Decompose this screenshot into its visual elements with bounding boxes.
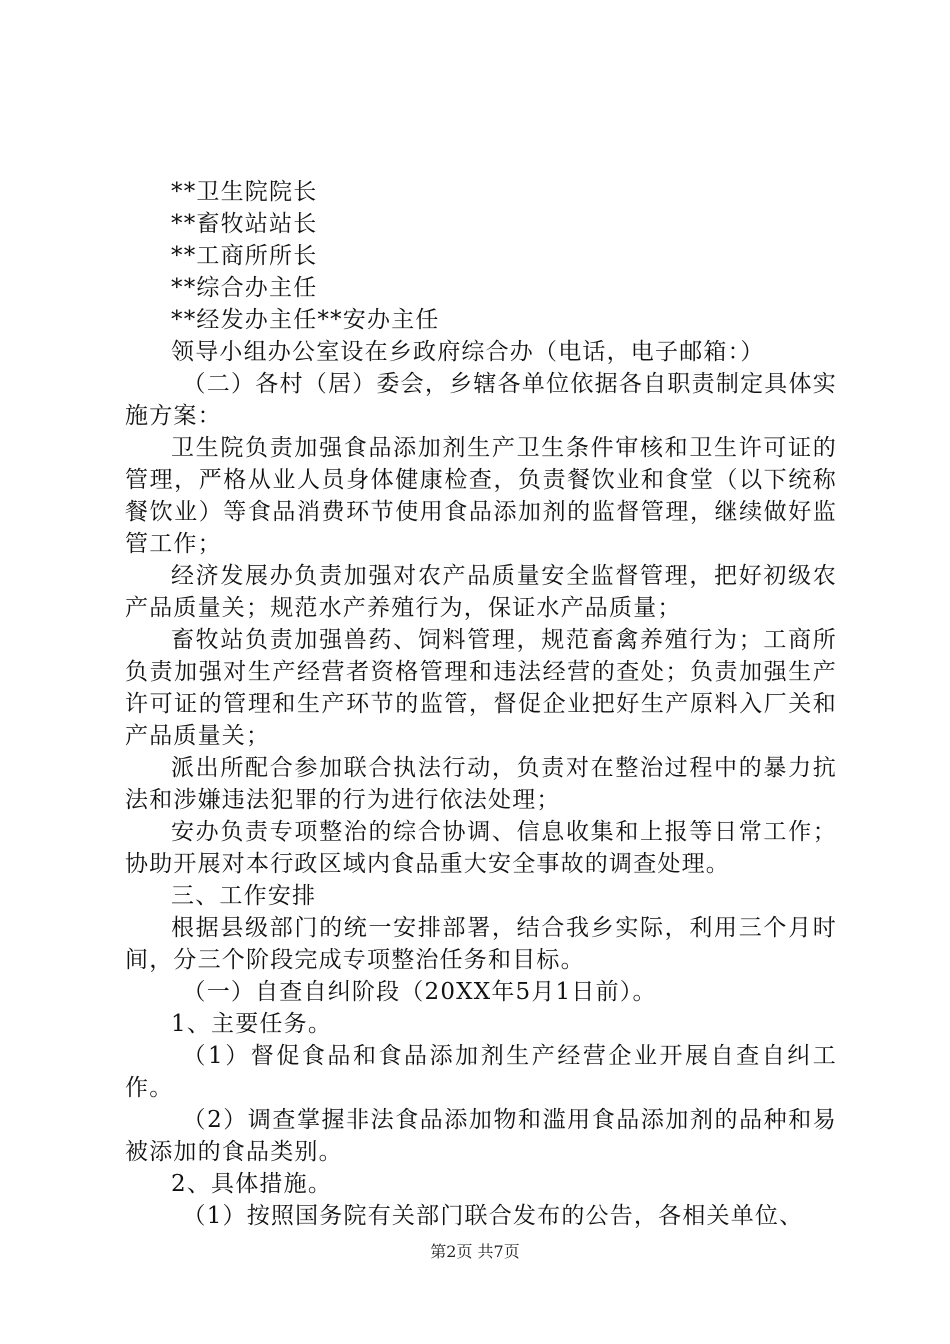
paragraph-3: **工商所所长 [171, 243, 318, 269]
paragraph-4: **综合办主任 [171, 275, 318, 301]
paragraph-2: **畜牧站站长 [171, 211, 318, 237]
paragraph-5: **经发办主任**安办主任 [171, 307, 440, 333]
paragraph-9: 经济发展办负责加强对农产品质量安全监督管理，把好初级农产品质量关；规范水产养殖行为，保证水产品质量； [125, 563, 837, 621]
paragraph-18: （2）调查掌握非法食品添加物和滥用食品添加剂的品种和易被添加的食品类别。 [125, 1107, 837, 1165]
paragraph-10: 畜牧站负责加强兽药、饲料管理，规范畜禽养殖行为；工商所负责加强对生产经营者资格管理和违法经营的查处；负责加强生产许可证的管理和生产环节的监管，督促企业把好生产原料入厂关和产品质量关； [125, 627, 837, 749]
document-body [125, 176, 837, 1232]
paragraph-19: 2、具体措施。 [171, 1171, 333, 1197]
paragraph-15: （一）自查自纠阶段（20XX年5月1日前）。 [182, 979, 657, 1005]
paragraph-12: 安办负责专项整治的综合协调、信息收集和上报等日常工作；协助开展对本行政区域内食品重大安全事故的调查处理。 [125, 819, 837, 877]
paragraph-17: （1）督促食品和食品添加剂生产经营企业开展自查自纠工作。 [125, 1043, 837, 1101]
paragraph-14: 根据县级部门的统一安排部署，结合我乡实际，利用三个月时间，分三个阶段完成专项整治任务和目标。 [125, 915, 837, 973]
paragraph-8: 卫生院负责加强食品添加剂生产卫生条件审核和卫生许可证的管理，严格从业人员身体健康检查，负责餐饮业和食堂（以下统称餐饮业）等食品消费环节使用食品添加剂的监督管理，继续做好监管工作； [125, 435, 837, 557]
paragraph-1: **卫生院院长 [171, 179, 318, 205]
paragraph-7: （二）各村（居）委会，乡辖各单位依据各自职责制定具体实施方案： [125, 371, 837, 429]
paragraph-11: 派出所配合参加联合执法行动，负责对在整治过程中的暴力抗法和涉嫌违法犯罪的行为进行依法处理； [125, 755, 837, 813]
section-heading: 三、工作安排 [171, 883, 317, 909]
paragraph-20: （1）按照国务院有关部门联合发布的公告，各相关单位、 [182, 1203, 804, 1229]
page-number-footer: 第2页 共7页 [430, 1242, 520, 1261]
paragraph-16: 1、主要任务。 [171, 1011, 333, 1037]
paragraph-6: 领导小组办公室设在乡政府综合办（电话，电子邮箱：） [171, 339, 765, 365]
